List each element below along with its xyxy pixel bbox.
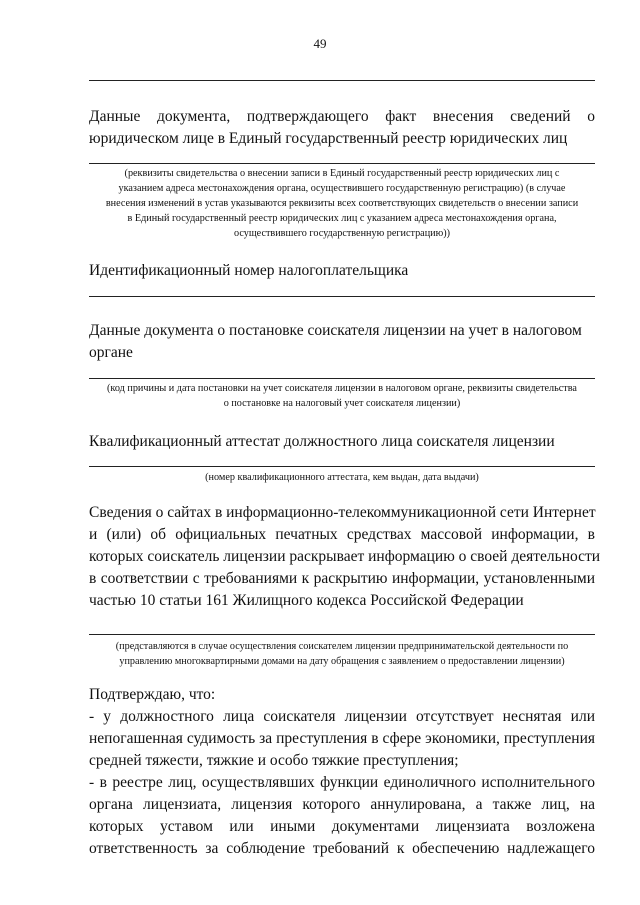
attestat-field-line xyxy=(89,466,595,467)
divider-line xyxy=(89,80,595,81)
confirm-item-1: - у должностного лица соискателя лицензии отсутствует неснятая или непогашенная судимость за преступления в сфере экономики, преступления средней тяжести, тяжкие и особо тяжкие преступления; xyxy=(89,708,595,769)
tax-note: (код причины и дата постановки на учет соискателя лицензии в налоговом органе, реквизиты свидетельства о постановке на налоговый учет соискателя лицензии) xyxy=(107,383,577,409)
confirm-heading: Подтверждаю, что: xyxy=(89,686,216,703)
inn-label: Идентификационный номер налогоплательщика xyxy=(89,262,409,279)
attestat-label: Квалификационный аттестат должностного лица соискателя лицензии xyxy=(89,433,555,450)
sites-field-line xyxy=(89,634,595,635)
attestat-note: (номер квалификационного аттестата, кем выдан, дата выдачи) xyxy=(205,472,479,483)
egrul-field-line xyxy=(89,163,595,164)
egrul-label: Данные документа, подтверждающего факт внесения сведений о юридическом лице в Единый государственный реестр юридических лиц xyxy=(89,108,595,147)
tax-field-line xyxy=(89,378,595,379)
egrul-note: (реквизиты свидетельства о внесении записи в Единый государственный реестр юридических лиц с указанием адреса местонахождения органа, осуществившего государственную регистрацию) (в случае внесения изменений в устав указываются реквизиты всех соответствующих свидетельств о внесении записи в Единый государственный реестр юридических лиц с указанием адреса местонахождения органа, осуществившего государственную регистрацию)) xyxy=(105,168,579,239)
inn-field-line xyxy=(89,296,595,297)
confirm-item-2: - в реестре лиц, осуществлявших функции единоличного исполнительного органа лицензиата, лицензия которого аннулирована, а также лиц, на которых уставом или иными документами лицензиата возложена ответственность за соблюдение требований к обеспечению надлежащего xyxy=(89,774,595,857)
sites-note: (представляются в случае осуществления соискателем лицензии предпринимательской деятельности по управлению многоквартирными домами на дату обращения с заявлением о предоставлении лицензии) xyxy=(115,641,569,667)
sites-label: Сведения о сайтах в информационно-телекоммуникационной сети Интернет и (или) об официальных печатных средствах массовой информации, в которых соискатель лицензии раскрывает информацию о своей деятельности в соответствии с требованиями к раскрытию информации, установленными частью 10 статьи 161 Жилищного кодекса Российской Федерации xyxy=(89,504,601,609)
page-number: 49 xyxy=(313,36,327,51)
tax-label: Данные документа о постановке соискателя лицензии на учет в налоговом органе xyxy=(89,322,582,361)
